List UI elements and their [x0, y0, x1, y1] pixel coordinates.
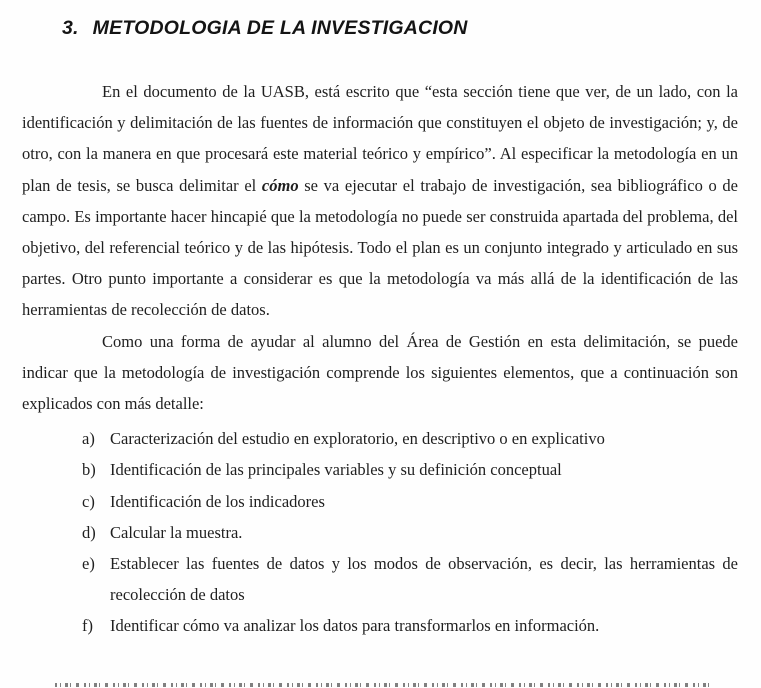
list-item-text: Calcular la muestra.	[110, 522, 243, 542]
list-item	[22, 610, 738, 641]
clipped-next-line	[55, 683, 712, 687]
paragraph-1-text-after: se va ejecutar el trabajo de investigación, sea bibliográfico o de campo. Es importante hacer hincapié que la metodología no puede ser construida apartada del problema, del objetivo, del referencial teórico y de las hipótesis. Todo el plan es un conjunto integrado y articulado en sus partes. Otro punto importante a considerar es que la metodología va más allá de la identificación de las herramientas de recolección de datos.	[22, 175, 738, 320]
emphasis-como: cómo	[261, 175, 299, 195]
list-item-text: Caracterización del estudio en exploratorio, en descriptivo o en explicativo	[110, 429, 605, 449]
paragraph-1-text-before: En el documento de la UASB, está escrito que “esta sección tiene que ver, de un lado, con la identificación y delimitación de las fuentes de información que constituyen el objeto de investigación; y, de otro, con la manera en que procesará este material teórico y empírico”. Al especificar la metodología en un plan de tesis, se busca delimitar el	[22, 82, 738, 195]
list-item-text: Establecer las fuentes de datos y los modos de observación, es decir, las herramientas de recolección de datos	[110, 554, 738, 605]
list-item	[22, 423, 738, 454]
paragraph-methodology-intro	[22, 76, 738, 326]
list-item-marker: d)	[82, 522, 96, 542]
list-item-marker: f)	[82, 616, 93, 636]
list-item	[22, 486, 738, 517]
list-item-text: Identificación de los indicadores	[110, 491, 325, 511]
list-item-marker: a)	[82, 429, 95, 449]
list-item-text: Identificar cómo va analizar los datos para transformarlos en información.	[110, 616, 600, 636]
document-body	[22, 76, 738, 642]
list-item-marker: c)	[82, 491, 95, 511]
section-title	[62, 17, 468, 40]
methodology-elements-list	[22, 423, 738, 641]
list-item-marker: e)	[82, 554, 95, 574]
list-item	[22, 548, 738, 610]
list-item	[22, 454, 738, 485]
section-number: 3.	[62, 17, 79, 39]
section-title-text: METODOLOGIA DE LA INVESTIGACION	[92, 17, 468, 39]
list-item-marker: b)	[82, 460, 96, 480]
list-item-text: Identificación de las principales variables y su definición conceptual	[110, 460, 562, 480]
paragraph-elements-intro: Como una forma de ayudar al alumno del Área de Gestión en esta delimitación, se puede indicar que la metodología de investigación comprende los siguientes elementos, que a continuación son explicados con más detalle:	[22, 331, 738, 414]
list-item	[22, 517, 738, 548]
